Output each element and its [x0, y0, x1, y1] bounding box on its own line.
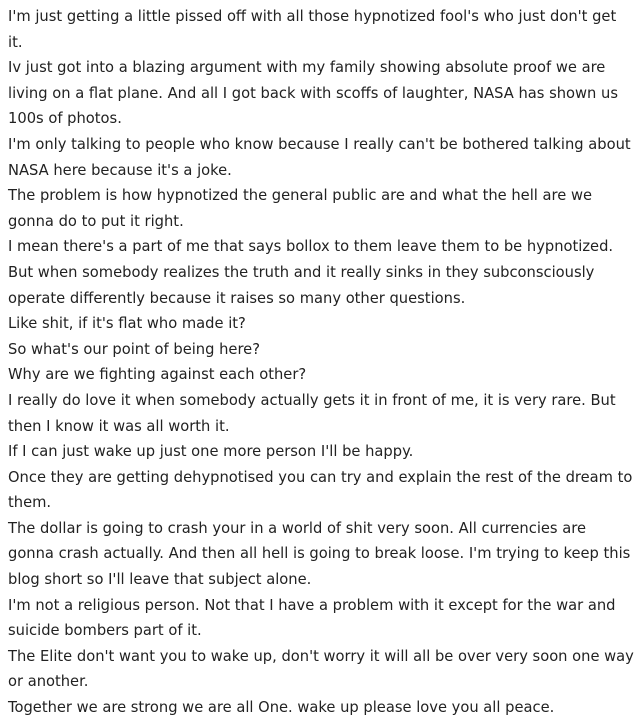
post-paragraph-13: The dollar is going to crash your in a world of shit very soon. All currencies are gonna crash actually. And then all hell is going to break loose. I'm trying to keep this blog short so I'll leave that subject alone. — [8, 519, 631, 589]
post-paragraph-7: Like shit, if it's flat who made it? — [8, 315, 246, 333]
post-paragraph-12: Once they are getting dehypnotised you can try and explain the rest of the dream to them. — [8, 468, 633, 512]
post-paragraph-6: But when somebody realizes the truth and it really sinks in they subconsciously operate differently because it raises so many other questions. — [8, 263, 595, 307]
post-paragraph-4: The problem is how hypnotized the general public are and what the hell are we gonna do to put it right. — [8, 187, 593, 230]
post-paragraph-9: Why are we fighting against each other? — [8, 366, 307, 384]
post-paragraph-8: So what's our point of being here? — [8, 340, 261, 358]
post-paragraph-3: I'm only talking to people who know because I really can't be bothered talking about NASA here because it's a joke. — [8, 135, 631, 179]
post-paragraph-16: Together we are strong we are all One. wake up please love you all peace. — [8, 699, 555, 717]
post-paragraph-2: Iv just got into a blazing argument with my family showing absolute proof we are living on a flat plane. And all I got back with scoffs of laughter, NASA has shown us 100s of photos. — [8, 59, 618, 128]
blog-post-body — [8, 4, 634, 721]
post-paragraph-1: I'm just getting a little pissed off with all those hypnotized fool's who just don't get it. — [8, 8, 617, 51]
post-paragraph-10: I really do love it when somebody actually gets it in front of me, it is very rare. But then I know it was all worth it. — [8, 391, 616, 435]
post-paragraph-11: If I can just wake up just one more person I'll be happy. — [8, 443, 414, 461]
post-paragraph-14: I'm not a religious person. Not that I have a problem with it except for the war and suicide bombers part of it. — [8, 596, 616, 640]
post-paragraph-5: I mean there's a part of me that says bollox to them leave them to be hypnotized. — [8, 238, 614, 256]
post-paragraph-15: The Elite don't want you to wake up, don't worry it will all be over very soon one way or another. — [8, 647, 634, 691]
